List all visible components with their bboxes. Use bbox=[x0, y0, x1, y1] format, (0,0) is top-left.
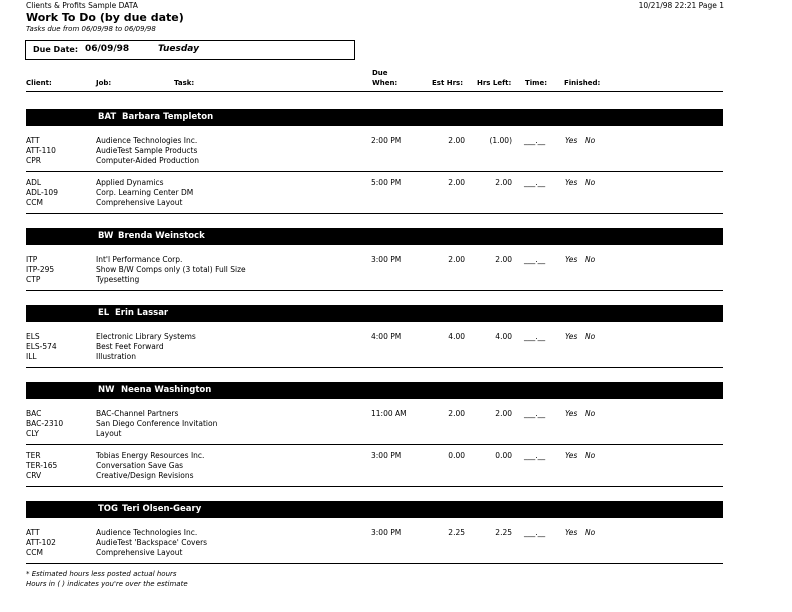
due-date-label: Due Date: bbox=[33, 45, 79, 54]
job-code: ITP-295 bbox=[26, 265, 55, 274]
group-bar bbox=[26, 382, 723, 399]
task-name: Creative/Design Revisions bbox=[96, 471, 194, 480]
client-code: ELS bbox=[26, 332, 40, 341]
job-name: Conversation Save Gas bbox=[96, 461, 184, 470]
time-blank[interactable]: ___.__ bbox=[524, 332, 546, 341]
group-name: Brenda Weinstock bbox=[118, 231, 205, 241]
client-name: Applied Dynamics bbox=[96, 178, 164, 187]
finished-yes: Yes bbox=[565, 409, 578, 418]
client-code: BAC bbox=[26, 409, 42, 418]
task-name: Comprehensive Layout bbox=[96, 548, 183, 557]
client-name: Audience Technologies Inc. bbox=[96, 136, 198, 145]
task-code: CTP bbox=[26, 275, 41, 284]
time-blank[interactable]: ___.__ bbox=[524, 451, 546, 460]
hrs-left: (1.00) bbox=[489, 136, 512, 145]
job-name: San Diego Conference Invitation bbox=[96, 419, 218, 428]
group-bar bbox=[26, 228, 723, 245]
group-code: BAT bbox=[98, 112, 117, 122]
finished-yes: Yes bbox=[565, 178, 578, 187]
task-code: CLY bbox=[26, 429, 40, 438]
row-rule bbox=[26, 290, 723, 291]
hrs-left: 0.00 bbox=[495, 451, 512, 460]
hrs-left: 2.00 bbox=[495, 178, 512, 187]
est-hrs: 2.00 bbox=[448, 255, 465, 264]
job-name: AudieTest 'Backspace' Covers bbox=[96, 538, 208, 547]
row-rule bbox=[26, 563, 723, 564]
due-date-value: 06/09/98 bbox=[85, 44, 130, 54]
client-code: TER bbox=[26, 451, 41, 460]
group-code: NW bbox=[98, 385, 115, 395]
finished-yes: Yes bbox=[565, 136, 578, 145]
task-code: CCM bbox=[26, 548, 43, 557]
task-code: CCM bbox=[26, 198, 43, 207]
table-row bbox=[26, 255, 723, 289]
job-name: Best Feet Forward bbox=[96, 342, 164, 351]
task-name: Layout bbox=[96, 429, 122, 438]
footnote: * Estimated hours less posted actual hours bbox=[26, 570, 177, 578]
table-row bbox=[26, 528, 723, 562]
client-code: ATT bbox=[26, 136, 40, 145]
due-time: 2:00 PM bbox=[371, 136, 402, 145]
group-bar bbox=[26, 109, 723, 126]
est-hrs: 2.00 bbox=[448, 178, 465, 187]
job-code: ADL-109 bbox=[26, 188, 58, 197]
group-code: BW bbox=[98, 231, 114, 241]
group-code: EL bbox=[98, 308, 110, 318]
table-row bbox=[26, 451, 723, 485]
due-time: 11:00 AM bbox=[371, 409, 407, 418]
report-title: Work To Do (by due date) bbox=[26, 11, 184, 24]
col-client: Client: bbox=[26, 79, 52, 87]
time-blank[interactable]: ___.__ bbox=[524, 409, 546, 418]
col-finished: Finished: bbox=[564, 79, 601, 87]
job-name: AudieTest Sample Products bbox=[96, 146, 198, 155]
finished-no: No bbox=[585, 528, 596, 537]
print-stamp: 10/21/98 22:21 Page 1 bbox=[638, 1, 724, 10]
client-name: Electronic Library Systems bbox=[96, 332, 196, 341]
finished-no: No bbox=[585, 255, 596, 264]
est-hrs: 0.00 bbox=[448, 451, 465, 460]
task-code: CRV bbox=[26, 471, 42, 480]
task-code: ILL bbox=[26, 352, 37, 361]
table-row bbox=[26, 178, 723, 212]
table-row bbox=[26, 409, 723, 443]
due-time: 3:00 PM bbox=[371, 451, 402, 460]
due-date-box bbox=[25, 40, 355, 60]
client-name: BAC-Channel Partners bbox=[96, 409, 179, 418]
job-code: ATT-110 bbox=[26, 146, 56, 155]
group-bar bbox=[26, 305, 723, 322]
time-blank[interactable]: ___.__ bbox=[524, 178, 546, 187]
task-code: CPR bbox=[26, 156, 41, 165]
hrs-left: 2.00 bbox=[495, 255, 512, 264]
hrs-left: 4.00 bbox=[495, 332, 512, 341]
task-name: Typesetting bbox=[96, 275, 140, 284]
job-code: BAC-2310 bbox=[26, 419, 64, 428]
col-task: Task: bbox=[174, 79, 195, 87]
time-blank[interactable]: ___.__ bbox=[524, 528, 546, 537]
due-time: 4:00 PM bbox=[371, 332, 402, 341]
time-blank[interactable]: ___.__ bbox=[524, 136, 546, 145]
row-rule bbox=[26, 367, 723, 368]
group-name: Neena Washington bbox=[121, 385, 212, 395]
client-name: Audience Technologies Inc. bbox=[96, 528, 198, 537]
est-hrs: 2.00 bbox=[448, 136, 465, 145]
job-name: Corp. Learning Center DM bbox=[96, 188, 194, 197]
col-est-hrs: Est Hrs: bbox=[432, 79, 464, 87]
finished-yes: Yes bbox=[565, 528, 578, 537]
col-due-top: Due bbox=[372, 69, 388, 77]
row-rule bbox=[26, 213, 723, 214]
header-rule bbox=[26, 91, 723, 92]
client-code: ITP bbox=[26, 255, 38, 264]
table-row bbox=[26, 332, 723, 366]
due-date-day: Tuesday bbox=[158, 44, 199, 54]
finished-no: No bbox=[585, 136, 596, 145]
job-code: TER-165 bbox=[26, 461, 58, 470]
group-name: Teri Olsen-Geary bbox=[122, 504, 202, 514]
est-hrs: 4.00 bbox=[448, 332, 465, 341]
finished-yes: Yes bbox=[565, 332, 578, 341]
report-subtitle: Tasks due from 06/09/98 to 06/09/98 bbox=[26, 25, 156, 33]
row-rule bbox=[26, 444, 723, 445]
task-name: Illustration bbox=[96, 352, 137, 361]
app-name: Clients & Profits Sample DATA bbox=[26, 1, 138, 10]
finished-yes: Yes bbox=[565, 451, 578, 460]
task-name: Comprehensive Layout bbox=[96, 198, 183, 207]
finished-yes: Yes bbox=[565, 255, 578, 264]
group-name: Erin Lassar bbox=[115, 308, 169, 318]
col-time: Time: bbox=[525, 79, 548, 87]
finished-no: No bbox=[585, 451, 596, 460]
col-due-bottom: When: bbox=[372, 79, 398, 87]
finished-no: No bbox=[585, 178, 596, 187]
table-row bbox=[26, 136, 723, 170]
footnote: Hours in ( ) indicates you're over the estimate bbox=[26, 580, 188, 588]
est-hrs: 2.00 bbox=[448, 409, 465, 418]
due-time: 3:00 PM bbox=[371, 255, 402, 264]
client-name: Tobias Energy Resources Inc. bbox=[96, 451, 205, 460]
row-rule bbox=[26, 486, 723, 487]
col-job: Job: bbox=[96, 79, 112, 87]
client-code: ATT bbox=[26, 528, 40, 537]
hrs-left: 2.25 bbox=[495, 528, 512, 537]
job-name: Show B/W Comps only (3 total) Full Size bbox=[96, 265, 246, 274]
client-name: Int'l Performance Corp. bbox=[96, 255, 183, 264]
time-blank[interactable]: ___.__ bbox=[524, 255, 546, 264]
task-name: Computer-Aided Production bbox=[96, 156, 199, 165]
finished-no: No bbox=[585, 332, 596, 341]
due-time: 3:00 PM bbox=[371, 528, 402, 537]
group-code: TOG bbox=[98, 504, 119, 514]
group-name: Barbara Templeton bbox=[122, 112, 214, 122]
group-bar bbox=[26, 501, 723, 518]
est-hrs: 2.25 bbox=[448, 528, 465, 537]
row-rule bbox=[26, 171, 723, 172]
hrs-left: 2.00 bbox=[495, 409, 512, 418]
due-time: 5:00 PM bbox=[371, 178, 402, 187]
job-code: ELS-574 bbox=[26, 342, 57, 351]
job-code: ATT-102 bbox=[26, 538, 56, 547]
col-hrs-left: Hrs Left: bbox=[477, 79, 512, 87]
client-code: ADL bbox=[26, 178, 42, 187]
finished-no: No bbox=[585, 409, 596, 418]
